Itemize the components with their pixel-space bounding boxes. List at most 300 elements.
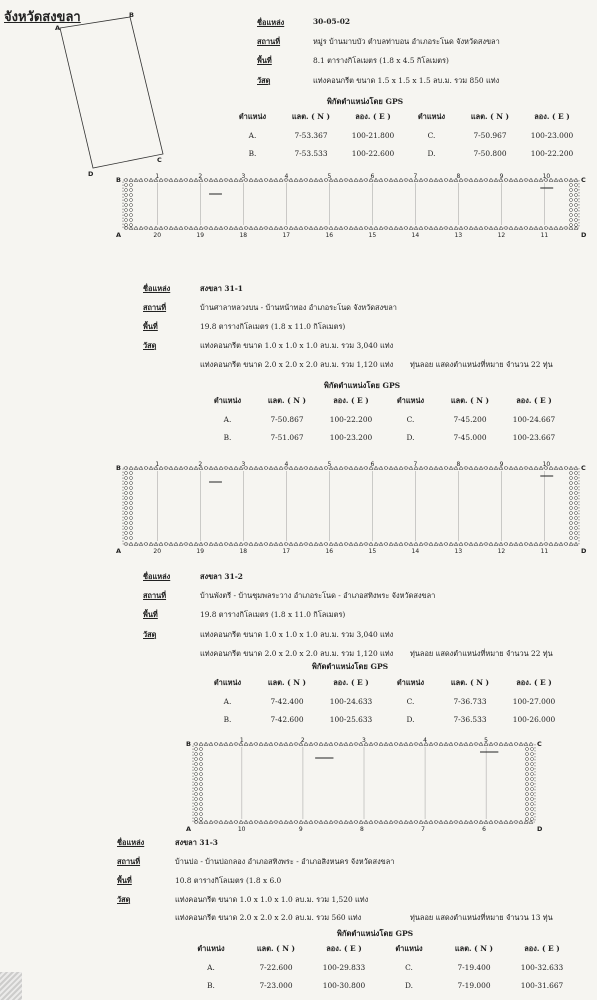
scan-artifact <box>0 972 22 1000</box>
site-3-material-1: แท่งคอนกรีต ขนาด 1.0 x 1.0 x 1.0 ลบ.ม. รวม 3,040 แท่ง <box>200 630 394 639</box>
reef-marker-circle <box>130 517 133 520</box>
reef-marker-circle <box>125 219 128 222</box>
table-row <box>200 692 566 710</box>
site-4-location-label: สถานที่ <box>117 857 141 866</box>
site-4-material-2: แท่งคอนกรีต ขนาด 2.0 x 2.0 x 2.0 ลบ.ม. รวม 560 แท่ง <box>175 913 362 922</box>
reef-marker-circle <box>575 209 578 212</box>
gps-header-row <box>200 674 566 692</box>
gps-col-lat: แลต. ( N ) <box>256 944 296 953</box>
reef-marker-circle <box>130 532 133 535</box>
top-division-number: 5 <box>327 173 332 180</box>
reef-marker-circle <box>526 818 529 821</box>
reef-marker-circle <box>130 209 133 212</box>
reef-marker-circle <box>130 184 133 187</box>
reef-marker-circle <box>125 214 128 217</box>
bottom-division-number: 20 <box>153 232 162 239</box>
reef-marker-circle <box>125 512 128 515</box>
reef-boundary <box>123 180 579 228</box>
site-4-location: บ้านบ่อ - บ้านบ่อกลอง อำเภอสทิงพระ - อำเภอสิงหนคร จังหวัดสงขลา <box>175 857 395 866</box>
site-1-area: 8.1 ตารางกิโลเมตร (1.8 x 4.5 กิโลเมตร) <box>313 56 449 65</box>
reef-marker-circle <box>195 753 198 756</box>
gps-col-lon: ลอง. ( E ) <box>534 112 570 121</box>
gps-col-lon: ลอง. ( E ) <box>333 678 369 687</box>
reef-marker-circle <box>531 793 534 796</box>
reef-marker-circle <box>526 808 529 811</box>
top-division-number: 4 <box>423 737 427 744</box>
site-1-material-1: แท่งคอนกรีต ขนาด 1.5 x 1.5 x 1.5 ลบ.ม. รวม 850 แท่ง <box>313 76 500 85</box>
top-division-number: 8 <box>456 461 461 468</box>
site-2-layout-diagram <box>115 458 590 556</box>
reef-marker-circle <box>575 204 578 207</box>
gps-lat: 7-50.800 <box>473 148 507 158</box>
site-1-location: หมู่ร บ้านมาบบัว ตำบลท่าบอน อำเภอระโนด จังหวัดสงขลา <box>313 37 500 46</box>
site-1-location-label: สถานที่ <box>257 37 281 46</box>
gps-header-row <box>200 392 566 410</box>
gps-col-lon: ลอง. ( E ) <box>524 944 560 953</box>
reef-marker-circle <box>125 497 128 500</box>
gps-pos: A. <box>207 962 215 972</box>
reef-marker-circle <box>200 753 203 756</box>
bottom-division-number: 16 <box>325 548 334 555</box>
bottom-division-number: 19 <box>196 548 205 555</box>
gps-lon: 100-22.200 <box>329 414 373 424</box>
reef-marker-circle <box>526 768 529 771</box>
reef-marker-circle <box>570 512 573 515</box>
reef-marker-circle <box>531 778 534 781</box>
reef-marker-circle <box>125 502 128 505</box>
reef-marker-circle <box>575 497 578 500</box>
reef-marker-circle <box>570 507 573 510</box>
top-division-number: 10 <box>542 173 551 180</box>
reef-marker-circle <box>195 788 198 791</box>
site-3-layout-diagram <box>185 734 545 834</box>
reef-marker-circle <box>200 808 203 811</box>
reef-marker-circle <box>575 517 578 520</box>
reef-marker-circle <box>130 527 133 530</box>
reef-marker-circle <box>531 773 534 776</box>
bottom-division-number: 18 <box>239 548 248 555</box>
reef-marker-circle <box>526 783 529 786</box>
reef-marker-circle <box>130 502 133 505</box>
gps-lat: 7-51.067 <box>270 432 304 442</box>
gps-pos: D. <box>427 148 436 158</box>
gps-col-position: ตำแหน่ง <box>417 112 446 121</box>
reef-marker-circle <box>575 527 578 530</box>
top-division-number: 8 <box>456 173 461 180</box>
reef-marker-circle <box>575 532 578 535</box>
gps-lon: 100-21.800 <box>351 130 395 140</box>
gps-lon: 100-22.600 <box>351 148 395 158</box>
reef-marker-circle <box>575 502 578 505</box>
reef-marker-circle <box>125 482 128 485</box>
reef-marker-circle <box>526 793 529 796</box>
reef-marker-circle <box>526 778 529 781</box>
gps-lon: 100-31.667 <box>520 980 564 990</box>
reef-marker-circle <box>526 758 529 761</box>
corner-b-label: B <box>116 176 121 184</box>
gps-col-position: ตำแหน่ง <box>213 678 242 687</box>
reef-marker-circle <box>575 537 578 540</box>
gps-pos: B. <box>207 980 215 990</box>
key-map-corner-b: B <box>129 12 134 19</box>
top-division-number: 2 <box>198 461 203 468</box>
reef-marker-circle <box>195 803 198 806</box>
corner-a-label: A <box>116 231 122 239</box>
top-division-number: 3 <box>241 461 246 468</box>
gps-lat: 7-42.600 <box>270 714 304 724</box>
bottom-division-number: 12 <box>497 548 506 555</box>
gps-col-lat: แลต. ( N ) <box>454 944 494 953</box>
reef-marker-circle <box>130 522 133 525</box>
reef-marker-circle <box>575 522 578 525</box>
reef-marker-circle <box>526 813 529 816</box>
site-2-location: บ้านศาลาหลวงบน - บ้านหน้าทอง อำเภอระโนด จังหวัดสงขลา <box>200 303 397 312</box>
corner-b-label: B <box>186 740 191 748</box>
gps-col-position: ตำแหน่ง <box>238 112 267 121</box>
gps-lat: 7-42.400 <box>270 696 304 706</box>
corner-c-label: C <box>581 464 586 472</box>
site-4-gps-table <box>180 940 576 994</box>
corner-a-label: A <box>186 825 192 833</box>
corner-b-label: B <box>116 464 121 472</box>
top-division-number: 3 <box>241 173 246 180</box>
reef-marker-circle <box>570 189 573 192</box>
top-division-number: 1 <box>155 173 160 180</box>
reef-marker-circle <box>531 803 534 806</box>
site-3-gps-caption: พิกัดตำแหน่งโดย GPS <box>311 662 389 671</box>
corner-a-label: A <box>116 547 122 555</box>
reef-marker-circle <box>570 502 573 505</box>
reef-marker-circle <box>200 793 203 796</box>
corner-c-label: C <box>581 176 586 184</box>
bottom-division-number: 13 <box>454 548 463 555</box>
site-2-gps-caption: พิกัดตำแหน่งโดย GPS <box>323 381 401 390</box>
reef-marker-circle <box>195 758 198 761</box>
corner-d-label: D <box>537 825 543 833</box>
reef-marker-circle <box>125 184 128 187</box>
site-2-location-label: สถานที่ <box>143 303 167 312</box>
reef-marker-circle <box>195 768 198 771</box>
gps-col-lat: แลต. ( N ) <box>267 396 307 405</box>
bottom-division-number: 15 <box>368 232 377 239</box>
table-row <box>200 710 566 728</box>
site-4-material-1: แท่งคอนกรีต ขนาด 1.0 x 1.0 x 1.0 ลบ.ม. รวม 1,520 แท่ง <box>175 895 369 904</box>
site-2-gps-table <box>200 392 566 446</box>
reef-marker-circle <box>200 783 203 786</box>
gps-pos: D. <box>404 980 413 990</box>
reef-marker-circle <box>531 813 534 816</box>
top-division-number: 7 <box>413 461 418 468</box>
reef-marker-circle <box>200 778 203 781</box>
reef-marker-circle <box>570 472 573 475</box>
gps-pos: C. <box>427 130 436 140</box>
reef-marker-circle <box>195 818 198 821</box>
reef-marker-circle <box>130 189 133 192</box>
reef-marker-circle <box>125 517 128 520</box>
bottom-division-number: 10 <box>237 826 246 833</box>
reef-marker-circle <box>195 798 198 801</box>
reef-marker-circle <box>195 773 198 776</box>
reef-marker-circle <box>531 798 534 801</box>
reef-marker-circle <box>526 773 529 776</box>
reef-marker-circle <box>130 477 133 480</box>
bottom-division-number: 14 <box>411 232 420 239</box>
site-1-name-label: ชื่อแหล่ง <box>257 18 285 27</box>
gps-lon: 100-24.633 <box>329 696 373 706</box>
site-2-name: สงขลา 31-1 <box>200 284 243 293</box>
reef-marker-circle <box>130 507 133 510</box>
gps-header-row <box>180 940 576 958</box>
gps-lon: 100-29.833 <box>322 962 366 972</box>
site-4-material-label: วัสดุ <box>117 895 131 904</box>
reef-marker-circle <box>575 184 578 187</box>
reef-marker-circle <box>570 522 573 525</box>
reef-marker-circle <box>570 199 573 202</box>
key-map-corner-c: C <box>157 156 162 164</box>
reef-marker-circle <box>125 487 128 490</box>
gps-header-row <box>225 108 583 126</box>
gps-pos: A. <box>223 696 232 706</box>
reef-marker-circle <box>130 194 133 197</box>
bottom-division-number: 6 <box>482 826 486 833</box>
gps-lat: 7-19.400 <box>457 962 491 972</box>
reef-marker-circle <box>130 497 133 500</box>
reef-marker-circle <box>531 763 534 766</box>
reef-marker-circle <box>570 219 573 222</box>
gps-pos: D. <box>406 432 415 442</box>
gps-lat: 7-45.200 <box>453 414 487 424</box>
gps-lon: 100-27.000 <box>512 696 556 706</box>
gps-lat: 7-22.600 <box>259 962 293 972</box>
key-map-outline <box>60 17 163 168</box>
bottom-division-number: 17 <box>282 232 291 239</box>
reef-marker-circle <box>125 522 128 525</box>
gps-lat: 7-53.533 <box>294 148 328 158</box>
province-heading: จังหวัดสงขลา <box>4 9 81 24</box>
table-row <box>180 976 576 994</box>
top-division-number: 5 <box>484 737 488 744</box>
top-division-number: 10 <box>542 461 551 468</box>
reef-marker-circle <box>125 472 128 475</box>
table-row <box>200 428 566 446</box>
corner-d-label: D <box>581 547 587 555</box>
reef-marker-circle <box>125 532 128 535</box>
gps-lon: 100-23.667 <box>512 432 556 442</box>
reef-marker-circle <box>200 758 203 761</box>
reef-marker-circle <box>125 189 128 192</box>
reef-marker-circle <box>575 219 578 222</box>
bottom-division-number: 14 <box>411 548 420 555</box>
reef-marker-circle <box>575 487 578 490</box>
bottom-division-number: 11 <box>540 232 549 239</box>
reef-marker-circle <box>570 209 573 212</box>
reef-marker-circle <box>130 482 133 485</box>
gps-col-lon: ลอง. ( E ) <box>516 678 552 687</box>
gps-lon: 100-23.000 <box>530 130 574 140</box>
reef-marker-circle <box>526 798 529 801</box>
reef-marker-circle <box>575 194 578 197</box>
site-1-gps-caption: พิกัดตำแหน่งโดย GPS <box>326 97 404 106</box>
gps-col-lon: ลอง. ( E ) <box>355 112 391 121</box>
gps-col-lat: แลต. ( N ) <box>470 112 510 121</box>
reef-marker-circle <box>195 763 198 766</box>
corner-c-label: C <box>537 740 542 748</box>
gps-lon: 100-32.633 <box>520 962 564 972</box>
reef-marker-circle <box>575 507 578 510</box>
reef-marker-circle <box>575 512 578 515</box>
site-2-name-label: ชื่อแหล่ง <box>143 284 171 293</box>
reef-marker-circle <box>575 214 578 217</box>
reef-marker-circle <box>200 748 203 751</box>
site-3-area-label: พื้นที่ <box>143 610 158 619</box>
reef-marker-circle <box>570 214 573 217</box>
gps-lon: 100-30.800 <box>322 980 366 990</box>
reef-marker-circle <box>570 497 573 500</box>
reef-marker-circle <box>125 194 128 197</box>
gps-lon: 100-23.200 <box>329 432 373 442</box>
key-map-corner-a: A <box>55 24 61 32</box>
reef-marker-circle <box>526 753 529 756</box>
site-3-location-label: สถานที่ <box>143 591 167 600</box>
reef-marker-circle <box>125 537 128 540</box>
reef-boundary <box>123 468 579 544</box>
reef-marker-circle <box>531 808 534 811</box>
reef-marker-circle <box>575 199 578 202</box>
reef-marker-circle <box>531 783 534 786</box>
reef-marker-circle <box>526 763 529 766</box>
site-2-material-label: วัสดุ <box>143 341 157 350</box>
reef-marker-circle <box>195 808 198 811</box>
reef-marker-circle <box>125 507 128 510</box>
gps-col-lat: แลต. ( N ) <box>267 678 307 687</box>
site-3-name-label: ชื่อแหล่ง <box>143 572 171 581</box>
site-3-buoy-note: ทุ่นลอย แสดงตำแหน่งที่หมาย จำนวน 22 ทุ่น <box>410 649 553 658</box>
gps-lat: 7-50.967 <box>473 130 507 140</box>
gps-pos: C. <box>406 414 415 424</box>
gps-col-lon: ลอง. ( E ) <box>333 396 369 405</box>
reef-marker-circle <box>195 783 198 786</box>
bottom-division-number: 18 <box>239 232 248 239</box>
reef-marker-circle <box>570 487 573 490</box>
bottom-division-number: 20 <box>153 548 162 555</box>
gps-lat: 7-36.733 <box>453 696 487 706</box>
table-row <box>200 410 566 428</box>
bottom-division-number: 12 <box>497 232 506 239</box>
reef-marker-circle <box>570 482 573 485</box>
reef-marker-circle <box>130 214 133 217</box>
reef-marker-circle <box>125 199 128 202</box>
site-1-material-label: วัสดุ <box>257 76 271 85</box>
reef-marker-circle <box>200 773 203 776</box>
top-division-number: 9 <box>499 461 504 468</box>
reef-marker-circle <box>570 537 573 540</box>
reef-marker-circle <box>531 818 534 821</box>
reef-marker-circle <box>575 492 578 495</box>
reef-marker-circle <box>195 793 198 796</box>
gps-col-lon: ลอง. ( E ) <box>326 944 362 953</box>
gps-lon: 100-24.667 <box>512 414 556 424</box>
table-row <box>180 958 576 976</box>
site-3-material-label: วัสดุ <box>143 630 157 639</box>
site-1-name: 30-05-02 <box>313 17 350 26</box>
corner-d-label: D <box>581 231 587 239</box>
gps-col-position: ตำแหน่ง <box>213 396 242 405</box>
reef-marker-circle <box>130 199 133 202</box>
reef-marker-circle <box>526 803 529 806</box>
bottom-division-number: 7 <box>421 826 425 833</box>
reef-marker-circle <box>195 748 198 751</box>
site-3-gps-table <box>200 674 566 728</box>
gps-lat: 7-36.533 <box>453 714 487 724</box>
reef-marker-circle <box>125 527 128 530</box>
table-row <box>225 144 583 162</box>
site-3-name: สงขลา 31-2 <box>200 572 243 581</box>
reef-marker-circle <box>200 763 203 766</box>
reef-marker-circle <box>531 768 534 771</box>
bottom-division-number: 8 <box>360 826 364 833</box>
top-division-number: 4 <box>284 461 289 468</box>
top-division-number: 6 <box>370 461 375 468</box>
reef-marker-circle <box>575 472 578 475</box>
reef-marker-circle <box>125 204 128 207</box>
top-division-number: 7 <box>413 173 418 180</box>
gps-lon: 100-22.200 <box>530 148 574 158</box>
reef-marker-circle <box>130 492 133 495</box>
gps-pos: A. <box>248 130 257 140</box>
bottom-division-number: 11 <box>540 548 549 555</box>
gps-col-lat: แลต. ( N ) <box>450 396 490 405</box>
site-1-area-label: พื้นที่ <box>257 56 272 65</box>
reef-marker-circle <box>200 798 203 801</box>
gps-lat: 7-45.000 <box>453 432 487 442</box>
reef-marker-circle <box>125 224 128 227</box>
gps-col-lat: แลต. ( N ) <box>291 112 331 121</box>
site-3-area: 19.8 ตารางกิโลเมตร (1.8 x 11.0 กิโลเมตร) <box>200 610 346 619</box>
gps-lat: 7-53.367 <box>294 130 328 140</box>
reef-marker-circle <box>130 219 133 222</box>
gps-col-lat: แลต. ( N ) <box>450 678 490 687</box>
site-4-name: สงขลา 31-3 <box>175 838 218 847</box>
reef-marker-circle <box>531 748 534 751</box>
reef-marker-circle <box>570 527 573 530</box>
reef-marker-circle <box>570 517 573 520</box>
top-division-number: 4 <box>284 173 289 180</box>
top-division-number: 3 <box>362 737 366 744</box>
site-1-gps-table <box>225 108 583 162</box>
site-3-material-2: แท่งคอนกรีต ขนาด 2.0 x 2.0 x 2.0 ลบ.ม. รวม 1,120 แท่ง <box>200 649 394 658</box>
top-division-number: 9 <box>499 173 504 180</box>
reef-marker-circle <box>570 532 573 535</box>
gps-pos: D. <box>406 714 415 724</box>
gps-pos: B. <box>223 432 232 442</box>
reef-marker-circle <box>526 788 529 791</box>
reef-marker-circle <box>570 492 573 495</box>
reef-marker-circle <box>130 487 133 490</box>
site-4-gps-caption: พิกัดตำแหน่งโดย GPS <box>336 929 414 938</box>
site-1-layout-diagram <box>115 170 590 240</box>
site-3-location: บ้านพังตรี - บ้านชุมพลระวาง อำเภอระโนด - อำเภอสทิงพระ จังหวัดสงขลา <box>200 591 436 600</box>
site-2-area: 19.8 ตารางกิโลเมตร (1.8 x 11.0 กิโลเมตร) <box>200 322 346 331</box>
top-division-number: 2 <box>300 737 305 744</box>
reef-marker-circle <box>125 477 128 480</box>
reef-marker-circle <box>531 753 534 756</box>
table-row <box>225 126 583 144</box>
gps-col-position: ตำแหน่ง <box>396 396 425 405</box>
top-division-number: 1 <box>155 461 160 468</box>
site-4-name-label: ชื่อแหล่ง <box>117 838 145 847</box>
bottom-division-number: 13 <box>454 232 463 239</box>
key-map <box>55 12 175 182</box>
